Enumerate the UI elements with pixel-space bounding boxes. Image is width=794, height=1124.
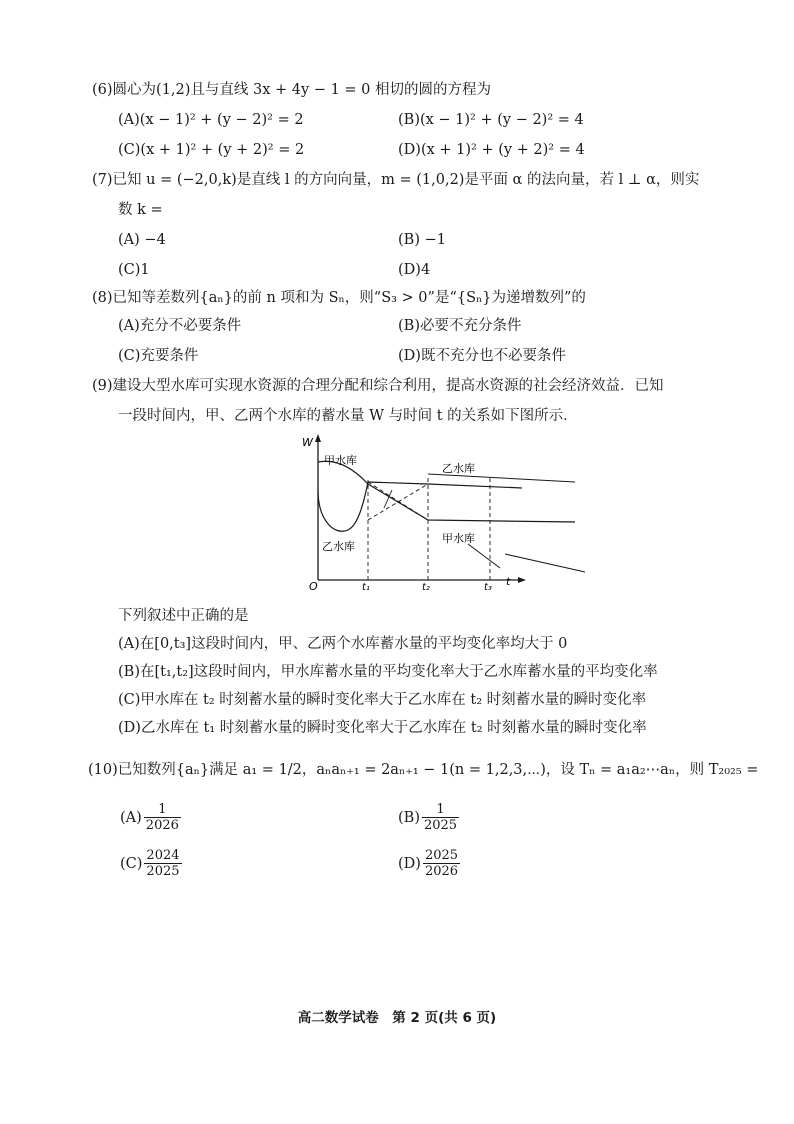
q9-option-b: (B)在[t₁,t₂]这段时间内，甲水库蓄水量的平均变化率大于乙水库蓄水量的平均变化率 [118,664,658,680]
q10-option-c-label: (C) [120,855,143,872]
q10-option-b-fraction [422,802,459,833]
q10-option-d-fraction [423,848,460,879]
q10-option-a [120,802,181,833]
q10-option-c [120,848,182,879]
q8-option-d: (D)既不充分也不必要条件 [398,348,566,364]
q10-option-d-numerator: 2025 [424,848,459,863]
q8-option-b: (B)必要不充分条件 [398,318,522,334]
q10-option-a-numerator: 1 [144,802,181,818]
q10-option-d [398,848,460,879]
tangent-arrow [384,490,392,508]
t-axis-arrow [518,577,526,583]
q7-option-b: (B) −1 [398,232,446,248]
right-lower-line [505,554,585,572]
q7-option-d: (D)4 [398,262,431,278]
q10-option-b-numerator: 1 [422,802,459,818]
q9-prompt: 下列叙述中正确的是 [118,608,249,624]
label-yi-right: 乙水库 [442,462,475,475]
t2-label: t₂ [422,582,430,592]
reservoir-graph [300,432,590,592]
q6-option-a: (A)(x − 1)² + (y − 2)² = 2 [118,112,304,128]
q10-option-d-label: (D) [398,855,421,872]
q8-option-c: (C)充要条件 [118,348,199,364]
q10-option-c-denominator: 2025 [146,864,180,879]
q6-stem: (6)圆心为(1,2)且与直线 3x + 4y − 1 = 0 相切的圆的方程为 [92,82,492,98]
q10-option-b-label: (B) [398,809,420,826]
q10-option-c-fraction [144,848,181,879]
q7-stem-line2: 数 k = [118,202,163,218]
label-jia-left: 甲水库 [324,454,357,467]
q8-stem: (8)已知等差数列{aₙ}的前 n 项和为 Sₙ，则“S₃ > 0”是“{Sₙ}为递增数列”的 [92,290,586,306]
yi-reservoir-curve [318,482,522,531]
q7-option-a: (A) −4 [118,232,166,248]
t3-label: t₃ [484,582,492,592]
q10-option-c-numerator: 2024 [146,848,180,863]
q9-option-c: (C)甲水库在 t₂ 时刻蓄水量的瞬时变化率大于乙水库在 t₂ 时刻蓄水量的瞬时变化率 [118,692,647,708]
q7-stem-line1: (7)已知 u = (−2,0,k)是直线 l 的方向向量，m = (1,0,2)是平面 α 的法向量，若 l ⊥ α，则实 [92,172,700,188]
q10-option-d-denominator: 2026 [424,864,459,879]
q10-option-a-label: (A) [120,809,142,826]
q8-option-a: (A)充分不必要条件 [118,318,242,334]
w-axis-label: W [302,436,313,449]
q10-stem: (10)已知数列{aₙ}满足 a₁ = 1/2，aₙaₙ₊₁ = 2aₙ₊₁ − 1(n = 1,2,3,⋯)，设 Tₙ = a₁a₂⋯aₙ，则 T₂₀₂₅ = [88,762,759,778]
yi-parallel-line [428,474,575,482]
q7-option-c: (C)1 [118,262,150,278]
q10-option-a-denominator: 2026 [145,818,179,833]
q9-stem-line2: 一段时间内，甲、乙两个水库的蓄水量 W 与时间 t 的关系如下图所示． [118,408,578,424]
q10-option-b-denominator: 2025 [423,818,458,833]
w-axis-arrow [315,434,321,442]
q6-option-b: (B)(x − 1)² + (y − 2)² = 4 [398,112,584,128]
q9-stem-line1: (9)建设大型水库可实现水资源的合理分配和综合利用，提高水资源的社会经济效益．已知 [92,378,664,394]
q9-option-d: (D)乙水库在 t₁ 时刻蓄水量的瞬时变化率大于乙水库在 t₂ 时刻蓄水量的瞬时变化率 [118,720,647,736]
q10-option-b [398,802,459,833]
origin-label: O [309,580,318,592]
q6-option-d: (D)(x + 1)² + (y + 2)² = 4 [398,142,585,158]
jia-late-line [468,544,500,568]
q9-option-a: (A)在[0,t₃]这段时间内，甲、乙两个水库蓄水量的平均变化率均大于 0 [118,636,568,652]
label-yi-left: 乙水库 [322,540,355,553]
t-axis-label: t [506,575,511,588]
label-jia-right: 甲水库 [442,532,475,545]
t1-label: t₁ [362,582,370,592]
page-footer: 高二数学试卷 第 2 页(共 6 页) [297,1010,497,1026]
q10-option-a-fraction [144,802,181,833]
q6-option-c: (C)(x + 1)² + (y + 2)² = 2 [118,142,305,158]
